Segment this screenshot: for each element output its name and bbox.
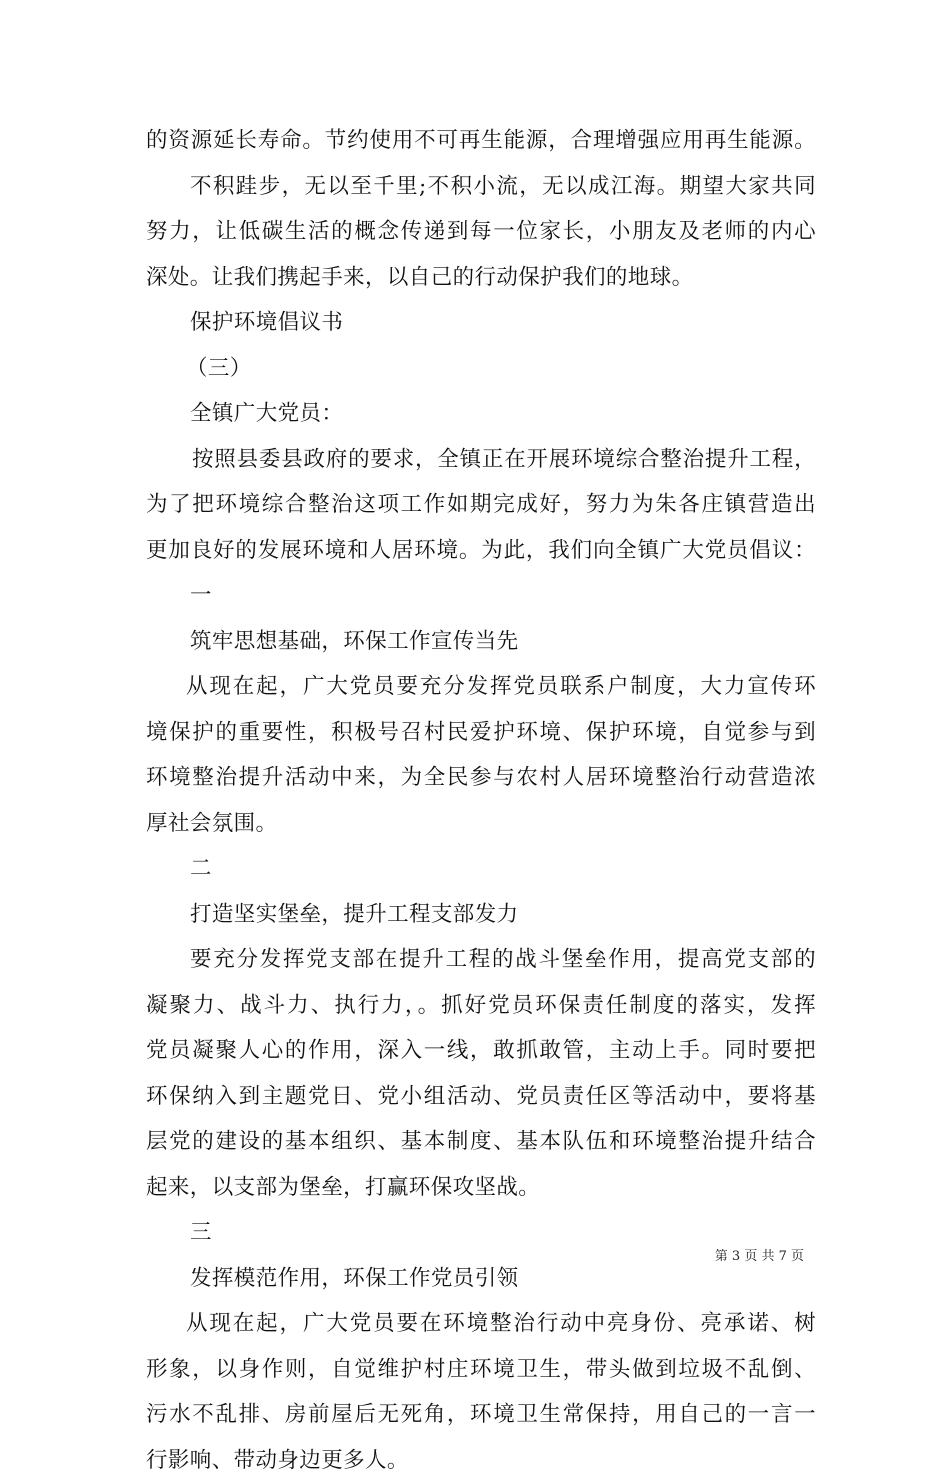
text-line: 起来，以支部为堡垒，打赢环保攻坚战。 xyxy=(146,1165,816,1211)
text-line: 层党的建设的基本组织、基本制度、基本队伍和环境整治提升结合 xyxy=(146,1119,816,1165)
document-body xyxy=(146,118,816,1483)
text-line: 发挥模范作用，环保工作党员引领 xyxy=(146,1256,816,1302)
text-line: 党员凝聚人心的作用，深入一线，敢抓敢管，主动上手。同时要把 xyxy=(146,1028,816,1074)
text-line: 厚社会氛围。 xyxy=(146,801,816,847)
text-line: 的资源延长寿命。节约使用不可再生能源，合理增强应用再生能源。 xyxy=(146,118,816,164)
text-line: 按照县委县政府的要求，全镇正在开展环境综合整治提升工程， xyxy=(146,437,816,483)
text-line: 努力，让低碳生活的概念传递到每一位家长，小朋友及老师的内心 xyxy=(146,209,816,255)
text-line: 打造坚实堡垒，提升工程支部发力 xyxy=(146,892,816,938)
text-line: 环境整治提升活动中来，为全民参与农村人居环境整治行动营造浓 xyxy=(146,755,816,801)
text-line: 一 xyxy=(146,573,816,619)
text-line: 更加良好的发展环境和人居环境。为此，我们向全镇广大党员倡议： xyxy=(146,528,816,574)
text-line: 不积跬步，无以至千里;不积小流，无以成江海。期望大家共同 xyxy=(146,164,816,210)
text-line: 要充分发挥党支部在提升工程的战斗堡垒作用，提高党支部的 xyxy=(146,937,816,983)
text-line: 从现在起，广大党员要充分发挥党员联系户制度，大力宣传环 xyxy=(146,664,816,710)
text-line: 污水不乱排、房前屋后无死角，环境卫生常保持，用自己的一言一 xyxy=(146,1392,816,1438)
text-line: 凝聚力、战斗力、执行力，。抓好党员环保责任制度的落实，发挥 xyxy=(146,983,816,1029)
text-line: 境保护的重要性，积极号召村民爱护环境、保护环境，自觉参与到 xyxy=(146,710,816,756)
text-line: 从现在起，广大党员要在环境整治行动中亮身份、亮承诺、树 xyxy=(146,1301,816,1347)
text-line: 二 xyxy=(146,846,816,892)
text-line: 环保纳入到主题党日、党小组活动、党员责任区等活动中，要将基 xyxy=(146,1074,816,1120)
text-line: 保护环境倡议书 xyxy=(146,300,816,346)
page-number-footer: 第 3 页 共 7 页 xyxy=(715,1245,804,1264)
text-line: 为了把环境综合整治这项工作如期完成好，努力为朱各庄镇营造出 xyxy=(146,482,816,528)
text-line: 三 xyxy=(146,1210,816,1256)
text-line: 行影响、带动身边更多人。 xyxy=(146,1438,816,1483)
text-line: 全镇广大党员： xyxy=(146,391,816,437)
text-line: （三） xyxy=(146,346,816,392)
text-line: 深处。让我们携起手来，以自己的行动保护我们的地球。 xyxy=(146,255,816,301)
text-line: 筑牢思想基础，环保工作宣传当先 xyxy=(146,619,816,665)
text-line: 形象，以身作则，自觉维护村庄环境卫生，带头做到垃圾不乱倒、 xyxy=(146,1347,816,1393)
